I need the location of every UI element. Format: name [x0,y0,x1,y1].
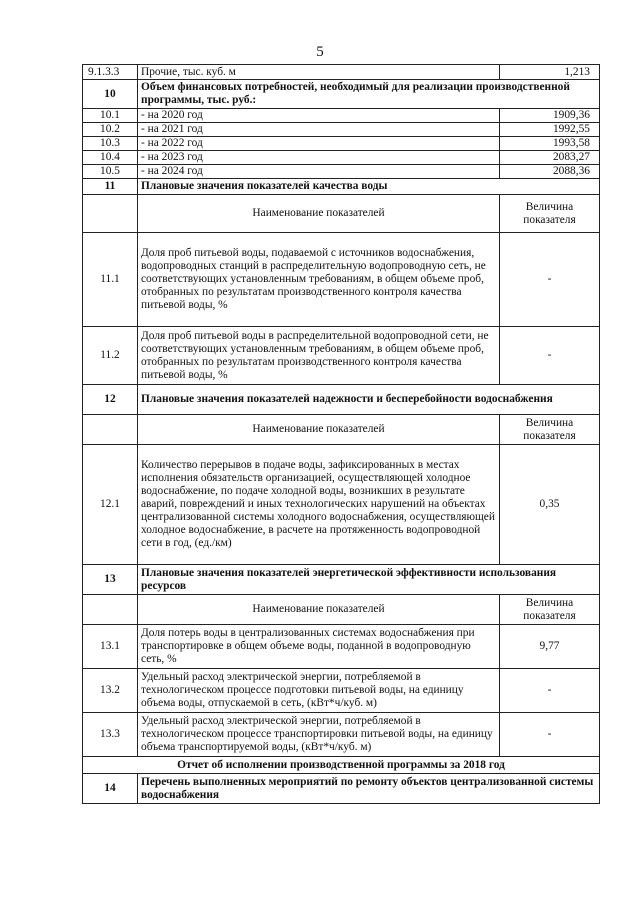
header-row [83,595,600,625]
header-row [83,415,600,445]
row-number: 10.1 [83,109,138,123]
row-text: Количество перерывов в подаче воды, зафиксированных в местах исполнения обязательств организацией, осуществляющей холодное водоснабжение, по подаче холодной воды, возникших в результате аварий, повреждений и иных технологических нарушений на объектах централизованной системы холодного водоснабжения, осуществляющей холодное водоснабжение, в расчете на протяженность водопроводной сети в год, (ед./км) [138,445,500,565]
header-value: Величина показателя [500,415,600,445]
section-number: 12 [83,385,138,415]
row-number: 12.1 [83,445,138,565]
row-value: 2088,36 [500,165,600,179]
section-row [83,80,600,109]
section-row [83,385,600,415]
section-number: 14 [83,774,138,804]
header-name: Наименование показателей [138,595,500,625]
table-row [83,713,600,757]
row-number: 10.2 [83,123,138,137]
section-number: 10 [83,80,138,109]
row-text: Доля проб питьевой воды, подаваемой с источников водоснабжения, водопроводных станций в распределительную водопроводную сеть, не соответствующих установленным требованиям, в общем объеме проб, отобранных по результатам производственного контроля качества питьевой воды, % [138,233,500,327]
row-text: Доля проб питьевой воды в распределительной водопроводной сети, не соответствующих установленным требованиям, в общем объеме проб, отобранных по результатам производственного контроля качества питьевой воды, % [138,327,500,385]
table-row [83,625,600,669]
row-text: - на 2022 год [138,137,500,151]
row-value: 1993,58 [500,137,600,151]
row-value: 1909,36 [500,109,600,123]
section-row [83,179,600,195]
row-number: 11.1 [83,233,138,327]
row-value: 2083,27 [500,151,600,165]
row-number: 9.1.3.3 [83,65,138,80]
report-row [83,757,600,774]
section-row [83,774,600,804]
table-row [83,151,600,165]
row-text: Доля потерь воды в централизованных системах водоснабжения при транспортировке в общем объеме воды, поданной в водопроводную сеть, % [138,625,500,669]
section-title: Плановые значения показателей энергетической эффективности использования ресурсов [138,565,600,595]
section-number: 13 [83,565,138,595]
row-number: 13.1 [83,625,138,669]
header-row [83,195,600,233]
table-row [83,65,600,80]
row-value: 9,77 [500,625,600,669]
header-value: Величина показателя [500,595,600,625]
header-name: Наименование показателей [138,195,500,233]
table-row [83,137,600,151]
program-table [82,64,600,804]
section-title: Плановые значения показателей надежности и бесперебойности водоснабжения [138,385,600,415]
row-number: 10.5 [83,165,138,179]
table-row [83,327,600,385]
row-number: 10.4 [83,151,138,165]
row-text: Прочие, тыс. куб. м [138,65,500,80]
table-row [83,109,600,123]
row-value: - [500,327,600,385]
row-number: 13.2 [83,669,138,713]
row-value: - [500,233,600,327]
row-value: 1992,55 [500,123,600,137]
table-row [83,123,600,137]
row-number: 10.3 [83,137,138,151]
row-text: - на 2024 год [138,165,500,179]
row-text: - на 2020 год [138,109,500,123]
row-value: 1,213 [500,65,600,80]
table-row [83,233,600,327]
section-title: Перечень выполненных мероприятий по ремонту объектов централизованной системы водоснабжения [138,774,600,804]
row-text: Удельный расход электрической энергии, потребляемой в технологическом процессе транспортировки питьевой воды, на единицу объема транспортируемой воды, (кВт*ч/куб. м) [138,713,500,757]
row-value: - [500,713,600,757]
table-row [83,165,600,179]
row-text: Удельный расход электрической энергии, потребляемой в технологическом процессе подготовки питьевой воды, на единицу объема воды, отпускаемой в сеть, (кВт*ч/куб. м) [138,669,500,713]
section-title: Объем финансовых потребностей, необходимый для реализации производственной программы, тыс. руб.: [138,80,600,109]
row-text: - на 2023 год [138,151,500,165]
row-value: 0,35 [500,445,600,565]
row-text: - на 2021 год [138,123,500,137]
report-title: Отчет об исполнении производственной программы за 2018 год [83,757,600,774]
header-name: Наименование показателей [138,415,500,445]
page-number: 5 [316,44,324,60]
section-title: Плановые значения показателей качества воды [138,179,600,195]
row-number: 11.2 [83,327,138,385]
row-value: - [500,669,600,713]
table-row [83,669,600,713]
row-number: 13.3 [83,713,138,757]
table-row [83,445,600,565]
section-row [83,565,600,595]
section-number: 11 [83,179,138,195]
header-value: Величина показателя [500,195,600,233]
